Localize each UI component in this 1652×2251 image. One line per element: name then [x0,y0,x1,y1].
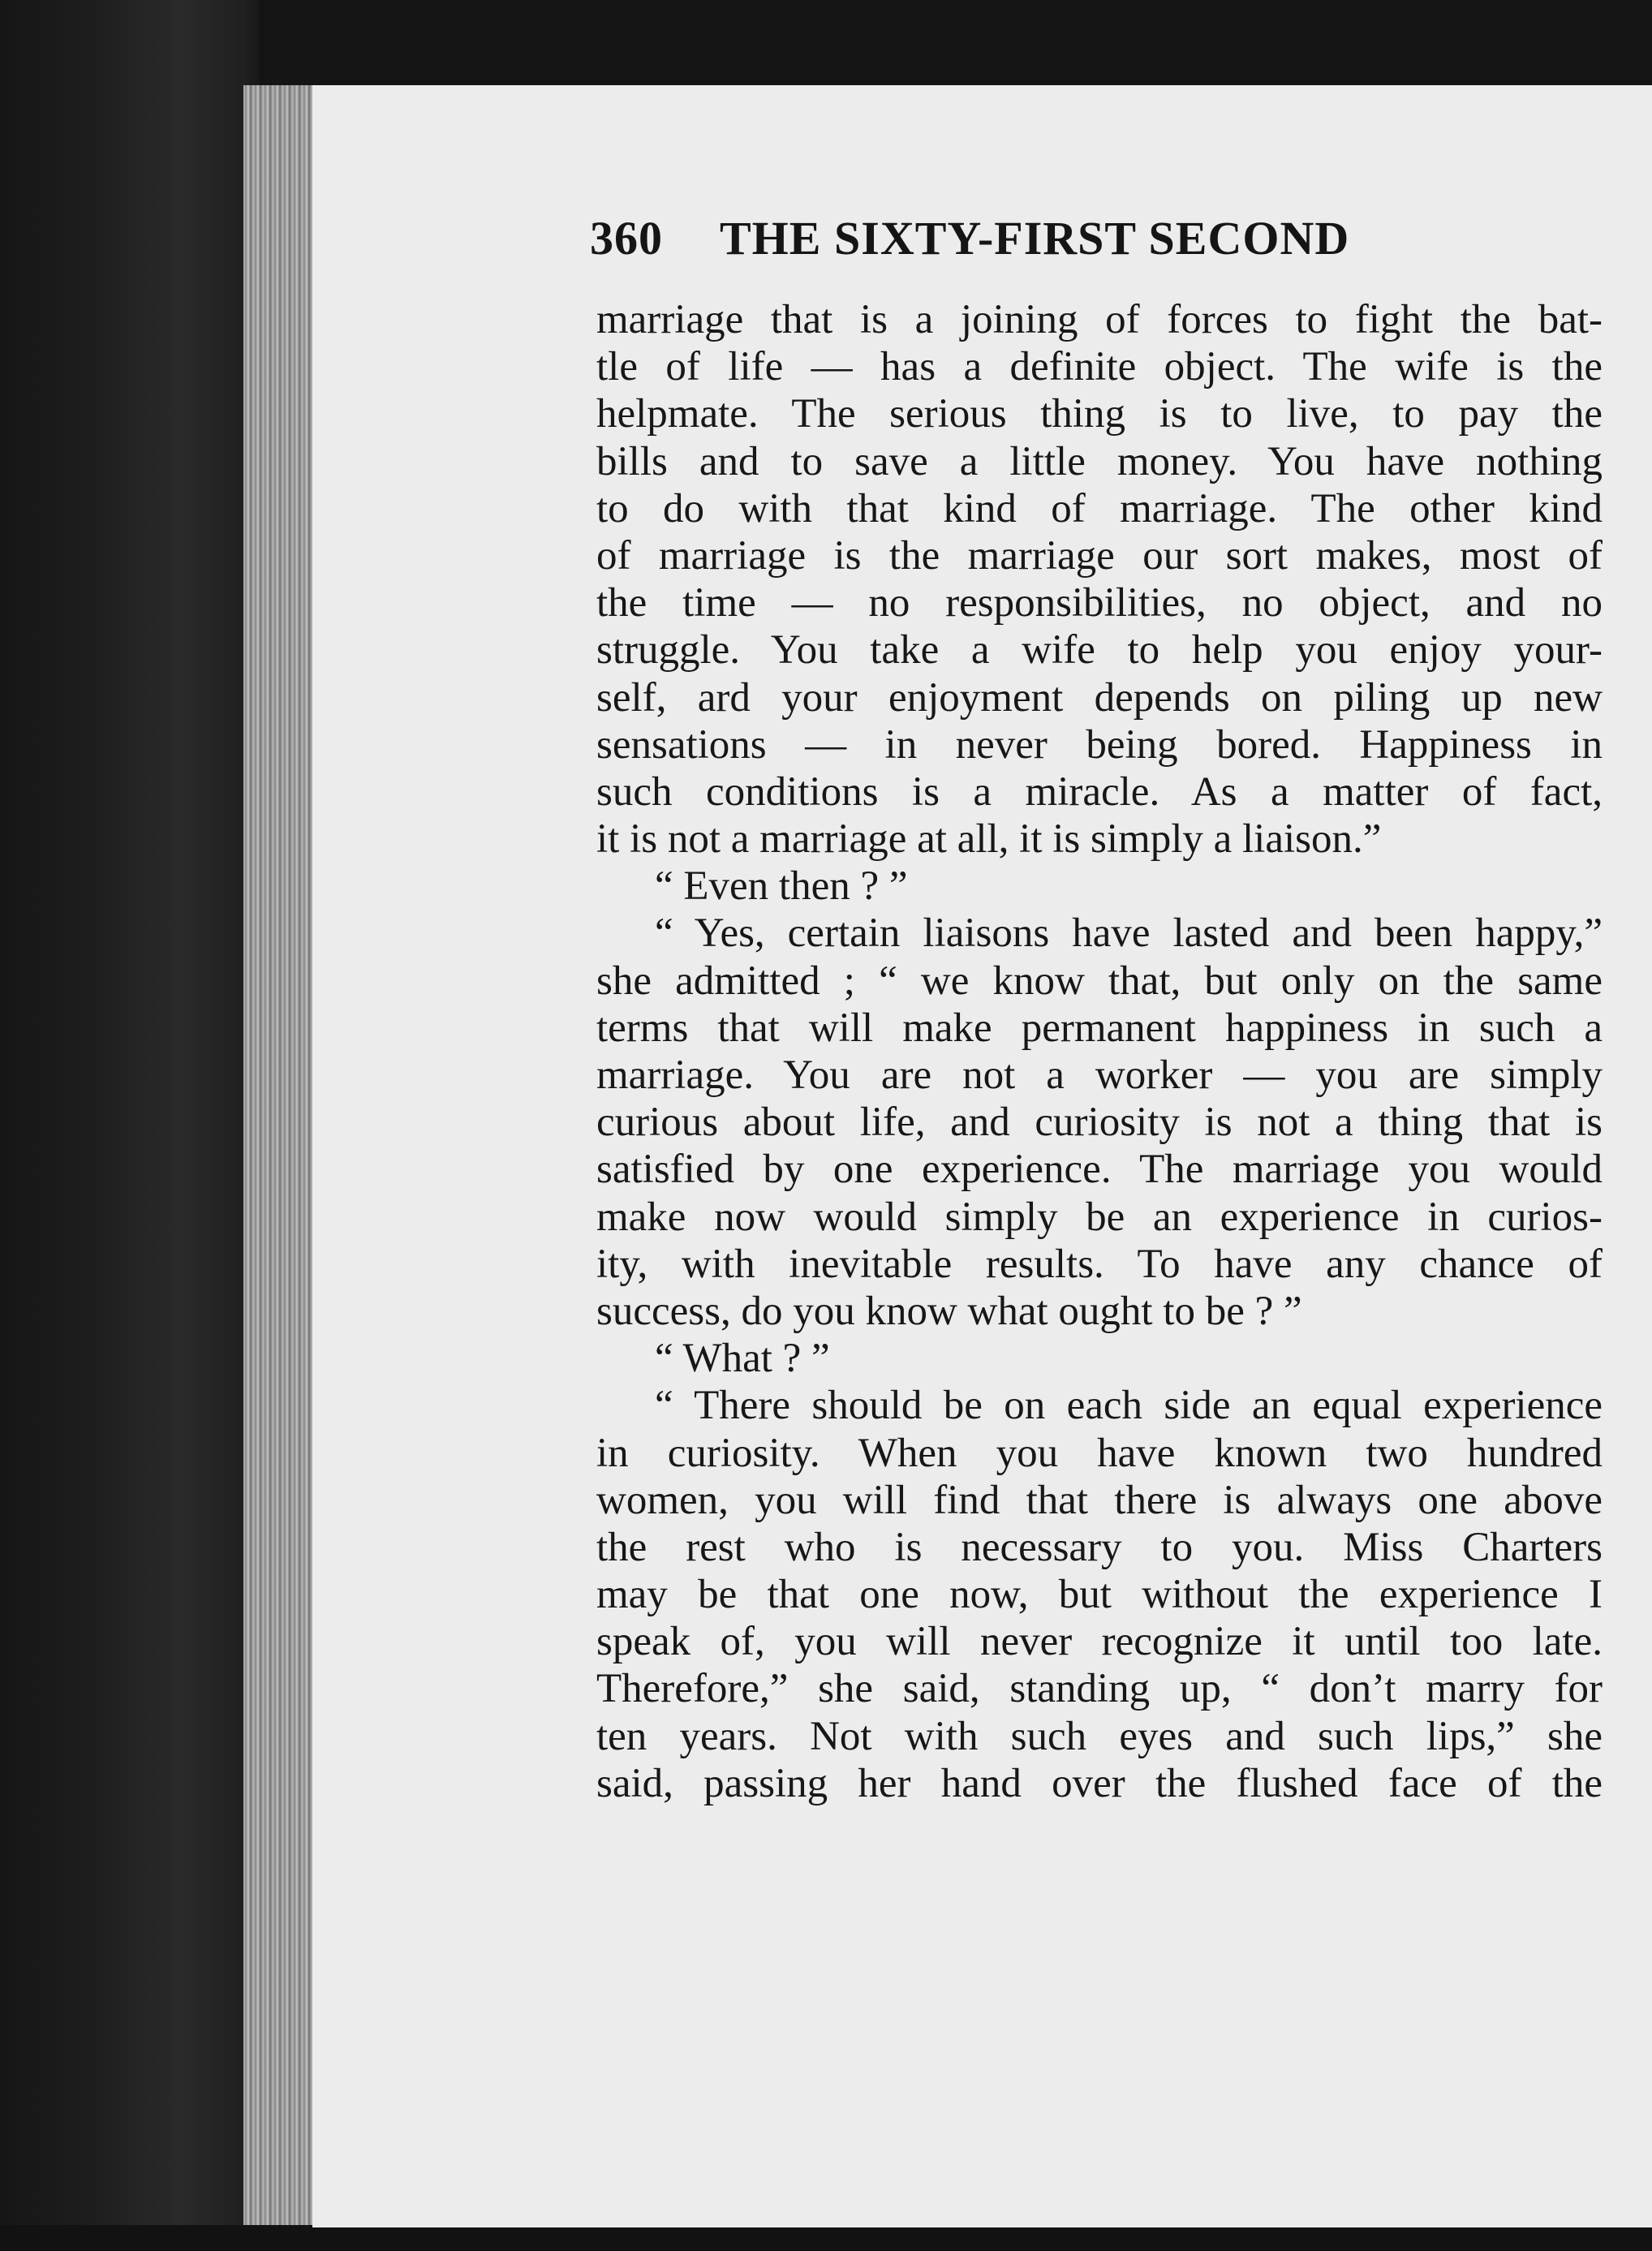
text-line: “ There should be on each side an equal experience [655,1383,1603,1429]
page-number: 360 [590,212,663,265]
text-line: tle of life — has a definite object. The wife is the [596,344,1603,390]
text-line: make now would simply be an experience in curios- [596,1194,1603,1240]
text-line: sensations — in never being bored. Happiness in [596,721,1603,768]
text-line: self, ard your enjoyment depends on piling up new [596,674,1603,721]
scan-background-bottom [0,2225,1652,2251]
book-page-edges [243,85,316,2227]
text-line: “ Yes, certain liaisons have lasted and been happy,” [655,910,1603,957]
text-line: struggle. You take a wife to help you enjoy your- [596,627,1603,674]
text-line: women, you will find that there is always one above [596,1477,1603,1523]
running-head [590,211,1645,276]
text-line: curious about life, and curiosity is not a thing that is [596,1100,1603,1146]
running-title: THE SIXTY-FIRST SECOND [720,212,1350,265]
text-line: ity, with inevitable results. To have any chance of [596,1241,1603,1287]
text-line: success, do you know what ought to be ? ” [596,1288,1302,1334]
text-line: bills and to save a little money. You have nothing [596,438,1603,484]
scan-background-left [0,0,260,2251]
text-line: satisfied by one experience. The marriage you would [596,1147,1603,1193]
text-line: it is not a marriage at all, it is simply a liaison.” [596,816,1382,863]
text-line: may be that one now, but without the experience I [596,1572,1603,1618]
text-line: terms that will make permanent happiness in such a [596,1005,1603,1051]
text-line: of marriage is the marriage our sort makes, most of [596,532,1603,579]
text-line: the rest who is necessary to you. Miss Charters [596,1524,1603,1570]
text-line: ten years. Not with such eyes and such lips,” she [596,1713,1603,1759]
text-line: speak of, you will never recognize it until too late. [596,1619,1603,1665]
text-line: “ Even then ? ” [655,863,908,910]
text-line: said, passing her hand over the flushed face of the [596,1760,1603,1806]
text-line: “ What ? ” [655,1336,830,1382]
text-line: to do with that kind of marriage. The other kind [596,485,1603,532]
text-line: she admitted ; “ we know that, but only on the same [596,958,1603,1004]
text-line: marriage. You are not a worker — you are simply [596,1052,1603,1098]
text-line: helpmate. The serious thing is to live, to pay the [596,391,1603,437]
text-line: such conditions is a miracle. As a matter of fact, [596,768,1603,815]
text-line: in curiosity. When you have known two hundred [596,1430,1603,1476]
text-line: the time — no responsibilities, no object, and no [596,580,1603,626]
text-line: Therefore,” she said, standing up, “ don’t marry for [596,1666,1603,1712]
text-line: marriage that is a joining of forces to fight the bat- [596,297,1603,342]
body-text [596,296,1603,1807]
book-page [312,85,1652,2227]
